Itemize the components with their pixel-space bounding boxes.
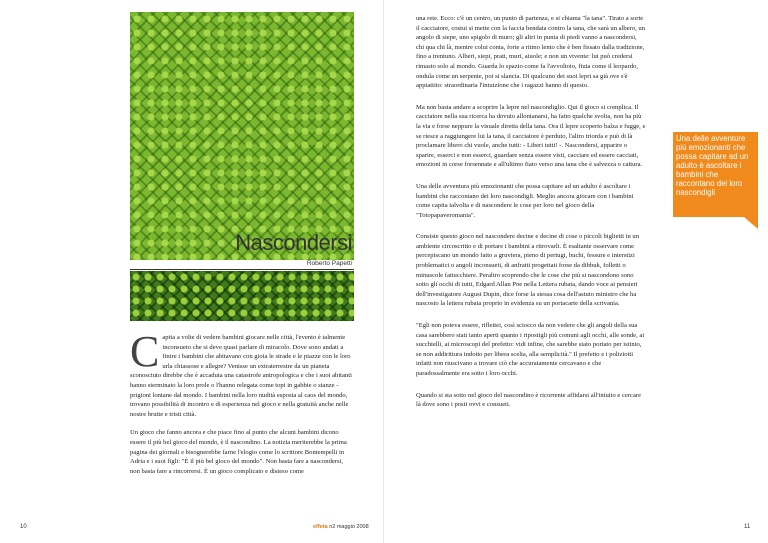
decorative-pattern-top bbox=[130, 12, 354, 260]
divider bbox=[130, 269, 354, 270]
paragraph: Ma non basta andare a scoprire la lepre nel nascondiglio. Qui il gioco si complica. Il cacciatore nella sua ricerca ha dovuto allontanarsi, ha fatto qualche svolta, non ha più la via e forse neppure la visuale diretta della tana. Ora il lepre scoperto balza e fugge, e se riesce a raggiungere lui la tana, il cacciatore è perduto, l'altro trionfa e può di là proclamare libero chi vuole, anche tutti: - Liberi tutti! -. Nascondersi, apparire o sparire, esserci e non esserci, guardare senza essere visti, cacciare ed essere cacciati, emozioni in corse forsennate e all'ultimo fiato verso una tana che è salvezza o cattura. bbox=[416, 103, 646, 169]
paragraph: Quando si sta sotto nel gioco del nascondino è ricorrente affidarsi all'intuito e cercare là dove sono i posti ovvi e consueti. bbox=[416, 391, 641, 409]
right-column bbox=[416, 14, 646, 422]
paragraph: Un gioco che fanno ancora e che piace fino al punto che alcuni bambini dicono essere il più bel gioco del mondo, è il nascondino. La notizia meriterebbe la prima pagina dei giornali e bisognerebbe farne l'elogio come lo scrittore Bontempelli in Adria e i suoi figli: "È il più bel gioco del mondo". Non basta fare a nascondersi, non basta fare a rincorrersi. È un gioco complicato e disteso come bbox=[130, 429, 347, 475]
drop-cap: C bbox=[130, 327, 160, 376]
left-column bbox=[130, 327, 354, 476]
magazine-name: effeta bbox=[313, 524, 328, 530]
paragraph bbox=[130, 327, 354, 419]
article-title: Nascondersi bbox=[235, 230, 352, 255]
page-number-left: 10 bbox=[20, 524, 27, 530]
pull-quote-tail bbox=[744, 217, 758, 229]
page-number-right: 11 bbox=[744, 524, 751, 530]
pull-quote: Una delle avventure più emozionanti che possa capitare ad un adulto è ascoltare i bambini che raccontano dei loro nascondigli bbox=[673, 132, 758, 217]
article-author: Roberto Papetti bbox=[306, 260, 352, 267]
magazine-footer bbox=[313, 524, 369, 530]
paragraph: "Egli non poteva essere, riflettei, così sciocco da non vedere che gli angoli della sua casa sarebbero stati tanto aperti quanto i ripostigli più comuni agli occhi, alle sonde, ai succhielli, ai microscopi del prefetto: vidi infine, che sarebbe stato portato per istinto, se non addirittura indotto per libera scelta, alla semplicità." Il prefetto e i poliziotti infatti non riuscivano a trovare ciò che accuratamente cercavano e che paradossalmente era sotto i loro occhi. bbox=[416, 322, 645, 377]
paragraph: una rete. Ecco: c'è un centro, un punto di partenza, e si chiama "la tana". Tirato a sorte il cacciatore, costui si mette con la faccia bendata contro la tana, che sarà un albero, un angolo di siepe, uno spigolo di muro; gli altri in punta di piedi vanno a nascondersi, chi qua chi là, mentre colui conta, forte a ritmo lento che è ben fissato dalla tradizione, fino a trentuno. Alberi, siepi, prati, muri, aiuole; e non un vivente: lui può credersi rimasto solo al mondo. Guarda lo spazio come fa l'avvoltoio, fiuta come il leopardo, ondula come un serpente, poi si slancia. Di qualcuno dei suoi lepri sa già ove s'è appiattito: straordinaria l'intuizione che i ragazzi hanno di questo. bbox=[416, 15, 646, 90]
magazine-issue: n2 maggio 2008 bbox=[329, 524, 369, 530]
paragraph: Consiste questo gioco nel nascondere decine e decine di cose o piccoli biglietti in un ambiente circoscritto e di portare i bambini a ritrovarli. È esaltante osservare come percepiscano un mondo fatto a gruviera, pieno di pertugi, buchi, fessure e interstizi problematici o angoli inconsueti, di anfratti progettati forse da dibbuk, folletti o minuscole fattucchiere. Peraltro scoprendo che le cose che più si nascondono sono sotto gli occhi di tutti, Edgard Allan Poe nella Lettera rubata, dando voce ai pensieri dell'investigatore August Dupin, dice forse la stessa cosa dell'astuto ministro che ha nascosto la lettera rubata proprio in evidenza su un portacarte della scrivania. bbox=[416, 233, 640, 308]
decorative-pattern-bottom bbox=[130, 271, 354, 321]
paragraph-text: apita a volte di vedere bambini giocare nelle città, l'evento è talmente inconsueto che si deve quasi parlare di miracolo. Dove sono andati a finire i bambini che abitavano con gioia le strade e le piazze con le loro urla chiassose e allegre? Venisse un extraterrestre da un pianeta sconosciuto direbbe che è accaduta una catastrofe antropologica e che i suoi abitanti hanno sterminato la loro prole o l'hanno relegata come topi in gabbie o stanze - prigioni lontane dal mondo. I bambini nella loro nudità esposta al caos del mondo, trovano possibilità di incontro e di esperienza nel gioco e nella gratuità anche nelle nostre brutte e tristi città. bbox=[130, 334, 352, 418]
paragraph: Una delle avventura più emozionanti che possa capitare ad un adulto è ascoltare i bambini che raccontano dei loro nascondigli. Meglio ancora giocare con i bambini come capita talvolta e di nascondere le cose per loro nel gioco della "Totopapaveromania". bbox=[416, 182, 634, 219]
